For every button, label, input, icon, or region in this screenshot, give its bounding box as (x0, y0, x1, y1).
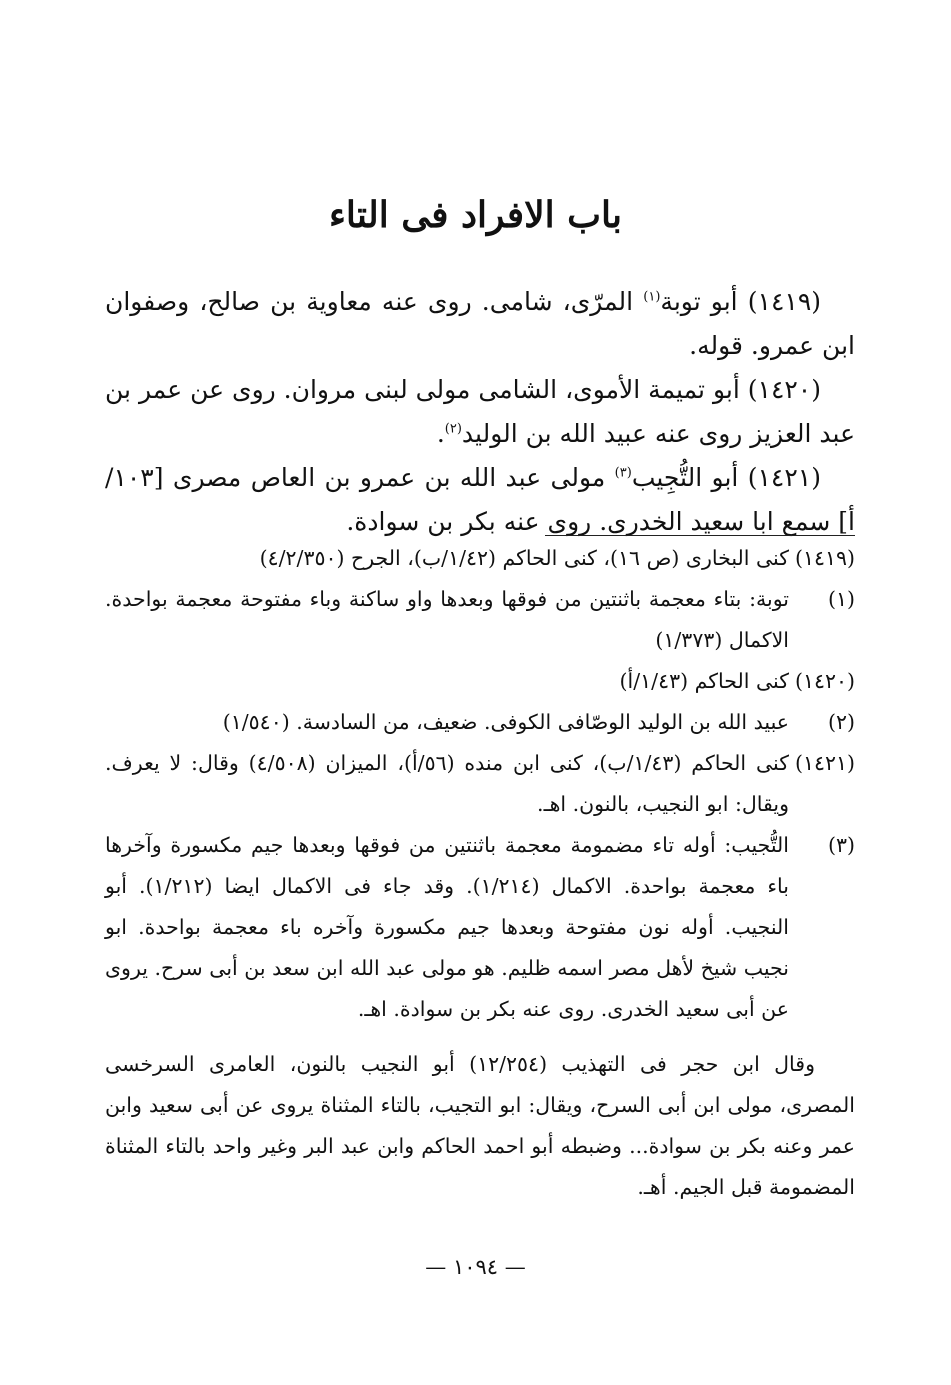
footnote-text: التُّجيب: أوله تاء مضمومة معجمة باثنتين من فوقها وبعدها جيم مكسورة وآخرها باء معجمة بواحدة. الاكمال (١/٢١٤). وقد جاء فى الاكمال ايضا (١/٢١٢). أبو النجيب. أوله نون مفتوحة وبعدها جيم مكسورة وآخره باء معجمة بواحدة. ابو نجيب شيخ لأهل مصر اسمه ظليم. هو مولى عبد الله ابن سعد بن أبى سرح. يروى عن أبى سعيد الخدرى. روى عنه بكر بن سوادة. اهـ. (105, 833, 790, 1021)
entry-1419 (105, 280, 855, 368)
entry-lead: (١٤٢١) أبو التُّجِيب (631, 463, 821, 492)
entry-1421 (105, 456, 855, 544)
entry-text: المرّى، شامى. روى عنه معاوية بن صالح، وصفوان ابن عمرو. قوله. (105, 287, 855, 360)
footnote-mark: (١) (827, 587, 855, 611)
footnote (105, 702, 855, 743)
page-number: — ١٠٩٤ — (425, 1255, 526, 1279)
entry-1420 (105, 368, 855, 456)
footnote-ref: (٢) (444, 421, 462, 437)
footnote-mark: (٣) (827, 833, 855, 857)
footnote-separator (545, 535, 855, 536)
footnote-text: عبيد الله بن الوليد الوصّافى الكوفى. ضعيف، من السادسة. (١/٥٤٠) (222, 710, 789, 734)
entry-text: . (436, 419, 445, 448)
entry-lead: (١٤٢٠) أبو تميمة الأموى، الشامى مولى لبنى مروان. روى عن عمر بن عبد العزيز روى عنه عبيد الله بن الوليد (105, 375, 855, 448)
chapter-title: باب الافراد فى التاء (328, 194, 623, 236)
footnote-continuation: وقال ابن حجر فى التهذيب (١٢/٢٥٤) أبو النجيب بالنون، العامرى السرخسى المصرى، مولى ابن أبى السرح، ويقال: ابو التجيب، بالتاء المثناة يروى عن أبى سعيد وابن عمر وعنه بكر بن سوادة... وضبطه أبو احمد الحاكم وابن عبد البر وغير واحد بالتاء المثناة المضمومة قبل الجيم. أهـ. (105, 1052, 855, 1199)
footnote (105, 661, 855, 702)
footnote-mark: (٢) (827, 710, 855, 734)
main-text (105, 280, 855, 544)
footnotes (105, 538, 855, 1208)
footnote-ref: (١) (643, 289, 661, 305)
footnote-mark: (١٤٢١) (794, 751, 855, 775)
footnote (105, 579, 855, 661)
entry-lead: (١٤١٩) أبو توبة (660, 287, 822, 316)
footnote-mark: (١٤١٩) (794, 546, 855, 570)
footnote-text: كنى الحاكم (١/٤٣/ب)، كنى ابن منده (٥٦/أ)، الميزان (٤/٥٠٨) وقال: لا يعرف. ويقال: ابو النجيب، بالنون. اهـ. (105, 751, 789, 816)
footnote-ref: (٣) (614, 465, 632, 481)
entry-text: مولى عبد الله بن عمرو بن العاص مصرى [١٠٣/أ] سمع ابا سعيد الخدرى. روى عنه بكر بن سوادة. (105, 463, 855, 536)
footnote-text: كنى الحاكم (١/٤٣/أ) (619, 669, 789, 693)
footnote (105, 825, 855, 1030)
footnote-text: كنى البخارى (ص ١٦)، كنى الحاكم (١/٤٢/ب)، الجرح (٤/٢/٣٥٠) (259, 546, 789, 570)
footnote-text: توبة: بتاء معجمة باثنتين من فوقها وبعدها واو ساكنة وباء مفتوحة معجمة بواحدة. الاكمال (١/٣٧٣) (105, 587, 789, 652)
footnote (105, 538, 855, 579)
footnote-mark: (١٤٢٠) (794, 669, 855, 693)
footnote (105, 743, 855, 825)
